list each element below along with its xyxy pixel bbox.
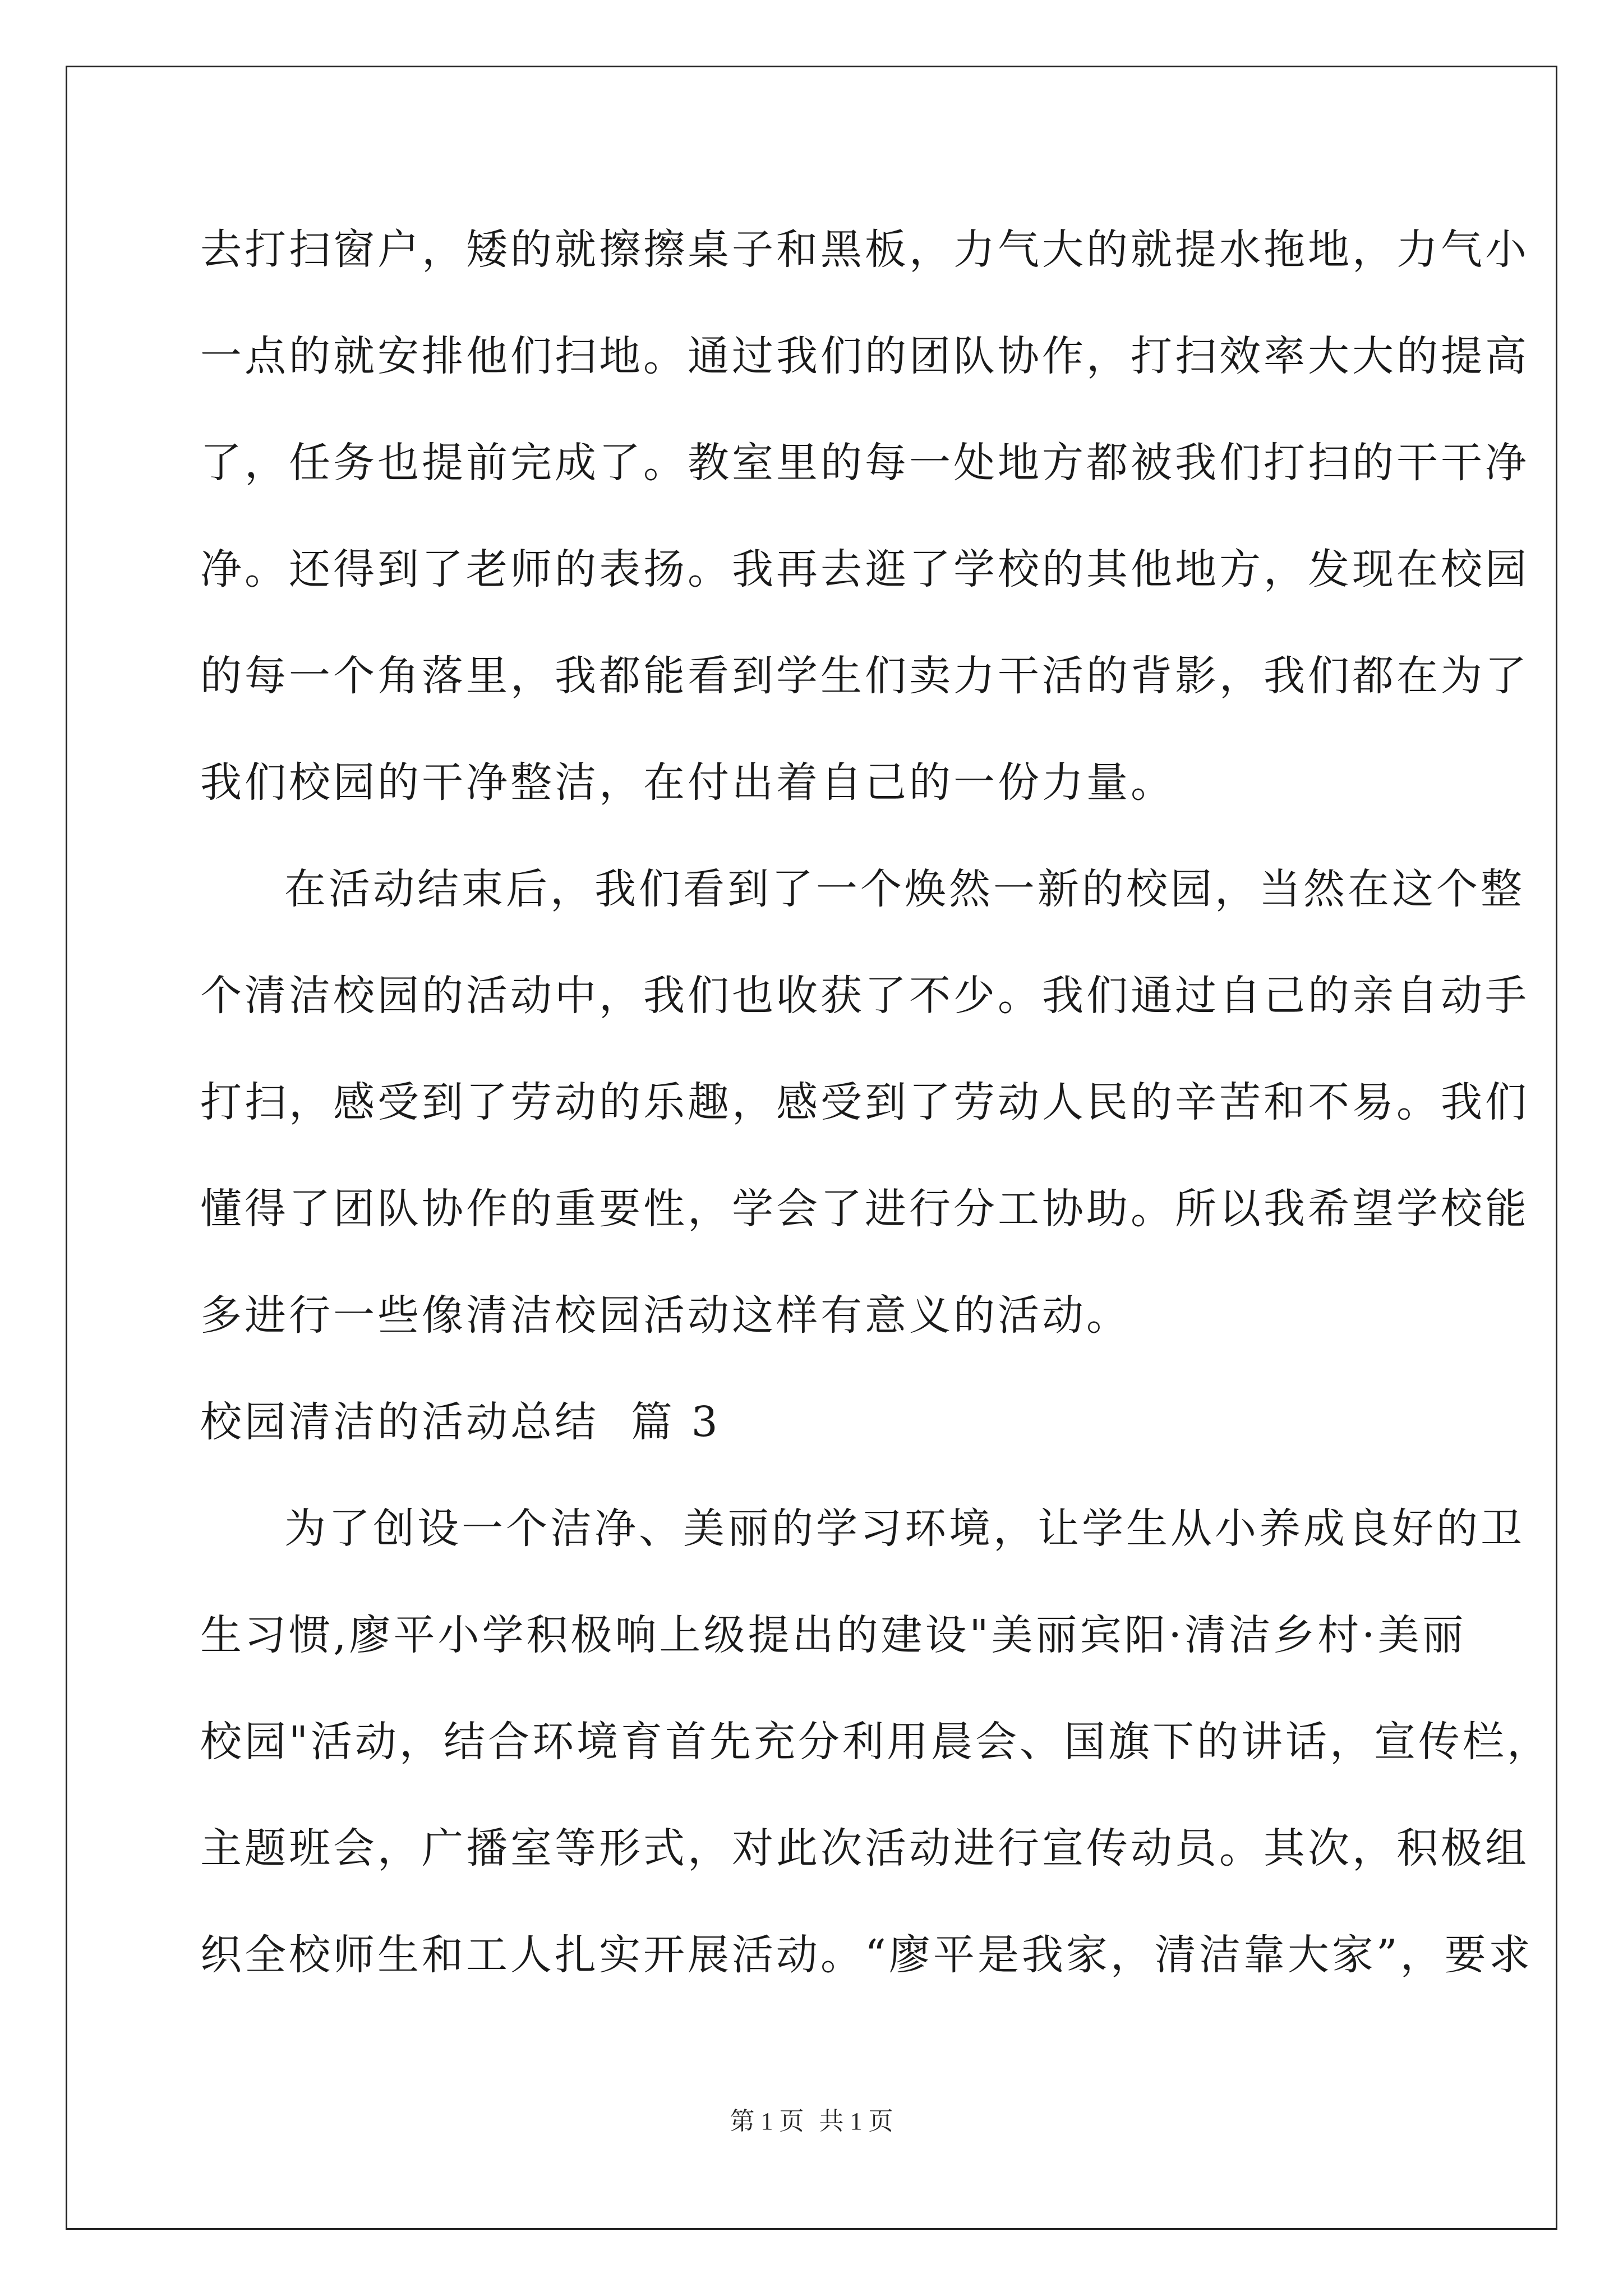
text-line: 去打扫窗户，矮的就擦擦桌子和黑板，力气大的就提水拖地，力气小: [200, 226, 1529, 274]
page-total: 共 1 页: [819, 2108, 893, 2135]
paragraph-first-line: 在活动结束后，我们看到了一个焕然一新的校园，当然在这个整: [284, 865, 1525, 913]
document-body: [200, 216, 1552, 2028]
paragraph-first-line: 为了创设一个洁净、美丽的学习环境，让学生从小养成良好的卫: [284, 1504, 1525, 1553]
text-line: 生习惯,廖平小学积极响上级提出的建设"美丽宾阳·清洁乡村·美丽: [200, 1611, 1467, 1659]
text-line: 净。还得到了老师的表扬。我再去逛了学校的其他地方，发现在校园: [200, 545, 1529, 593]
section-heading: 校园清洁的活动总结 篇 3: [200, 1398, 721, 1446]
text-line: 主题班会，广播室等形式，对此次活动进行宣传动员。其次，积极组: [200, 1824, 1529, 1872]
text-line: 一点的就安排他们扫地。通过我们的团队协作，打扫效率大大的提高: [200, 332, 1529, 380]
text-line: 的每一个角落里，我都能看到学生们卖力干活的背影，我们都在为了: [200, 652, 1529, 700]
page-number: 第 1 页: [730, 2108, 804, 2135]
text-line: 打扫，感受到了劳动的乐趣，感受到了劳动人民的辛苦和不易。我们: [200, 1078, 1529, 1126]
text-line: 了，任务也提前完成了。教室里的每一处地方都被我们打扫的干干净: [200, 439, 1529, 487]
page-footer: [0, 2101, 1623, 2137]
text-line: 懂得了团队协作的重要性，学会了进行分工协助。所以我希望学校能: [200, 1185, 1529, 1233]
text-line: 我们校园的干净整洁，在付出着自己的一份力量。: [200, 758, 1175, 807]
text-line: 多进行一些像清洁校园活动这样有意义的活动。: [200, 1291, 1131, 1340]
text-line: 个清洁校园的活动中，我们也收获了不少。我们通过自己的亲自动手: [200, 972, 1529, 1020]
text-line: 校园"活动，结合环境育首先充分利用晨会、国旗下的讲话，宣传栏，: [200, 1718, 1552, 1766]
text-line: 织全校师生和工人扎实开展活动。“廖平是我家，清洁靠大家”，要求: [200, 1931, 1533, 1979]
